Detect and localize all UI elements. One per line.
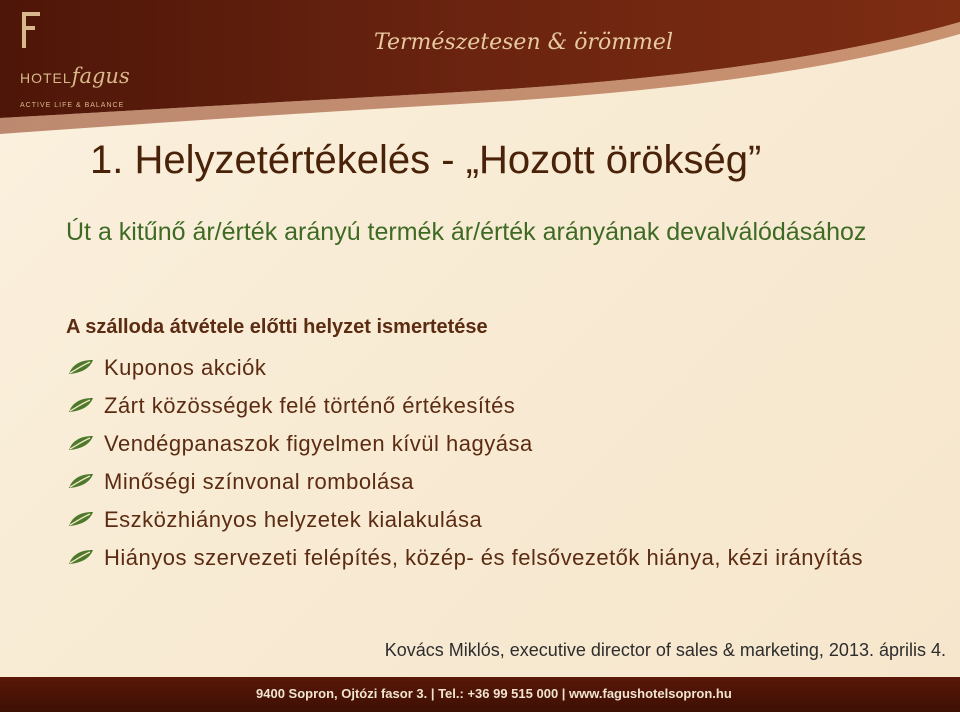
- hotel-logo: [18, 12, 130, 117]
- leaf-icon: [68, 435, 94, 451]
- bullet-text: Vendégpanaszok figyelmen kívül hagyása: [104, 431, 533, 456]
- section-heading: [66, 316, 488, 339]
- section-heading-bold: A szálloda: [66, 316, 165, 338]
- bullet-text: Zárt közösségek felé történő értékesítés: [104, 393, 516, 418]
- footer-bar: [0, 677, 960, 712]
- logo-f-icon: [18, 12, 44, 48]
- bullet-item: [66, 428, 906, 459]
- bullet-item: [66, 352, 906, 383]
- author-credit: Kovács Miklós, executive director of sales & marketing, 2013. április 4.: [384, 640, 946, 660]
- bullet-text: Hiányos szervezeti felépítés, közép- és felsővezetők hiánya, kézi irányítás: [104, 545, 863, 570]
- leaf-icon: [68, 397, 94, 413]
- logo-brand-word: fagus: [71, 64, 130, 88]
- bullet-item: [66, 466, 906, 497]
- logo-wordmark: [20, 64, 130, 89]
- logo-hotel-word: HOTEL: [20, 70, 72, 86]
- section-heading-rest: átvétele előtti helyzet ismertetése: [169, 316, 488, 338]
- leaf-icon: [68, 473, 94, 489]
- bullet-item: [66, 542, 906, 573]
- footer-contact: 9400 Sopron, Ojtózi fasor 3. | Tel.: +36 99 515 000 | www.fagushotelsopron.hu: [256, 686, 732, 701]
- leaf-icon: [68, 511, 94, 527]
- slide-subtitle: Út a kitűnő ár/érték arányú termék ár/érték arányának devalválódásához: [66, 218, 867, 246]
- slide-title: 1. Helyzetértékelés - „Hozott örökség”: [90, 138, 762, 182]
- leaf-icon: [68, 359, 94, 375]
- leaf-icon: [68, 549, 94, 565]
- header-band: [0, 0, 960, 150]
- bullet-item: [66, 504, 906, 535]
- header-swoosh: [0, 0, 960, 150]
- header-tagline: Természetesen & örömmel: [374, 30, 673, 55]
- bullet-text: Kuponos akciók: [104, 355, 267, 380]
- bullet-text: Minőségi színvonal rombolása: [104, 469, 414, 494]
- logo-tagline: ACTIVE LIFE & BALANCE: [20, 102, 125, 109]
- bullet-text: Eszközhiányos helyzetek kialakulása: [104, 507, 483, 532]
- bullet-list: [66, 352, 906, 580]
- bullet-item: [66, 390, 906, 421]
